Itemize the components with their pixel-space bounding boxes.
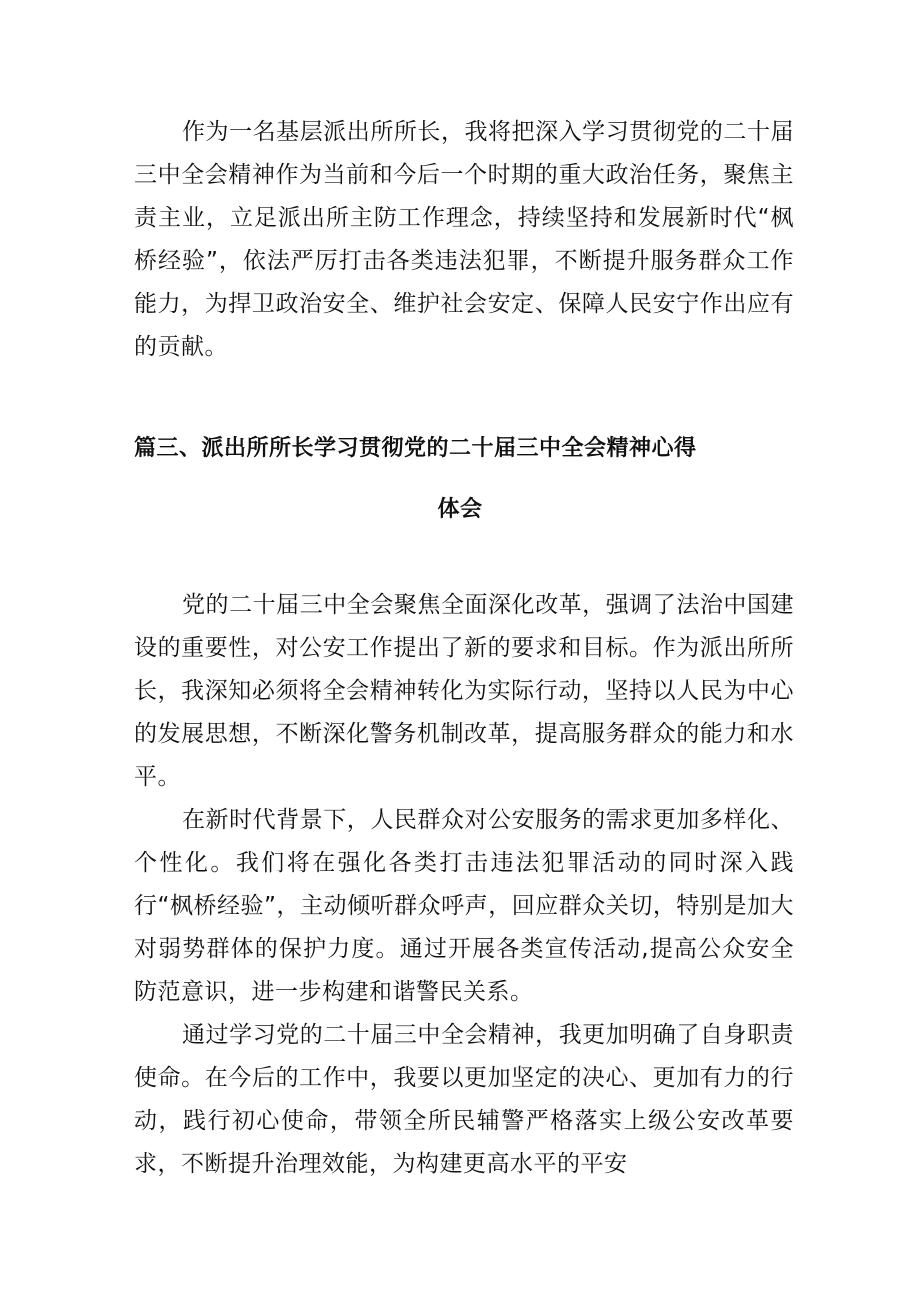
intro-paragraph: 作为一名基层派出所所长，我将把深入学习贯彻党的二十届三中全会精神作为当前和今后一个时期的重大政治任务，聚焦主责主业，立足派出所主防工作理念，持续坚持和发展新时代“枫桥经验”，依法严厉打击各类违法犯罪，不断提升服务群众工作能力，为捍卫政治安全、维护社会安定、保障人民安宁作出应有的贡献。 <box>134 119 794 360</box>
section-heading-line2: 体会 <box>437 497 483 522</box>
section-paragraph-1: 党的二十届三中全会聚焦全面深化改革，强调了法治中国建设的重要性，对公安工作提出了新的要求和目标。作为派出所所长，我深知必须将全会精神转化为实际行动，坚持以人民为中心的发展思想，不断深化警务机制改革，提高服务群众的能力和水平。 <box>134 592 794 790</box>
section-paragraph-2: 在新时代背景下，人民群众对公安服务的需求更加多样化、个性化。我们将在强化各类打击违法犯罪活动的同时深入践行“枫桥经验”，主动倾听群众呼声，回应群众关切，特别是加大对弱势群体的保护力度。通过开展各类宣传活动,提高公众安全防范意识，进一步构建和谐警民关系。 <box>134 807 794 1005</box>
section-paragraph-3: 通过学习党的二十届三中全会精神，我更加明确了自身职责使命。在今后的工作中，我要以更加坚定的决心、更加有力的行动，践行初心使命，带领全所民辅警严格落实上级公安改革要求，不断提升治理效能，为构建更高水平的平安 <box>134 1022 794 1177</box>
section-heading-line1: 篇三、派出所所长学习贯彻党的二十届三中全会精神心得 <box>134 436 697 461</box>
